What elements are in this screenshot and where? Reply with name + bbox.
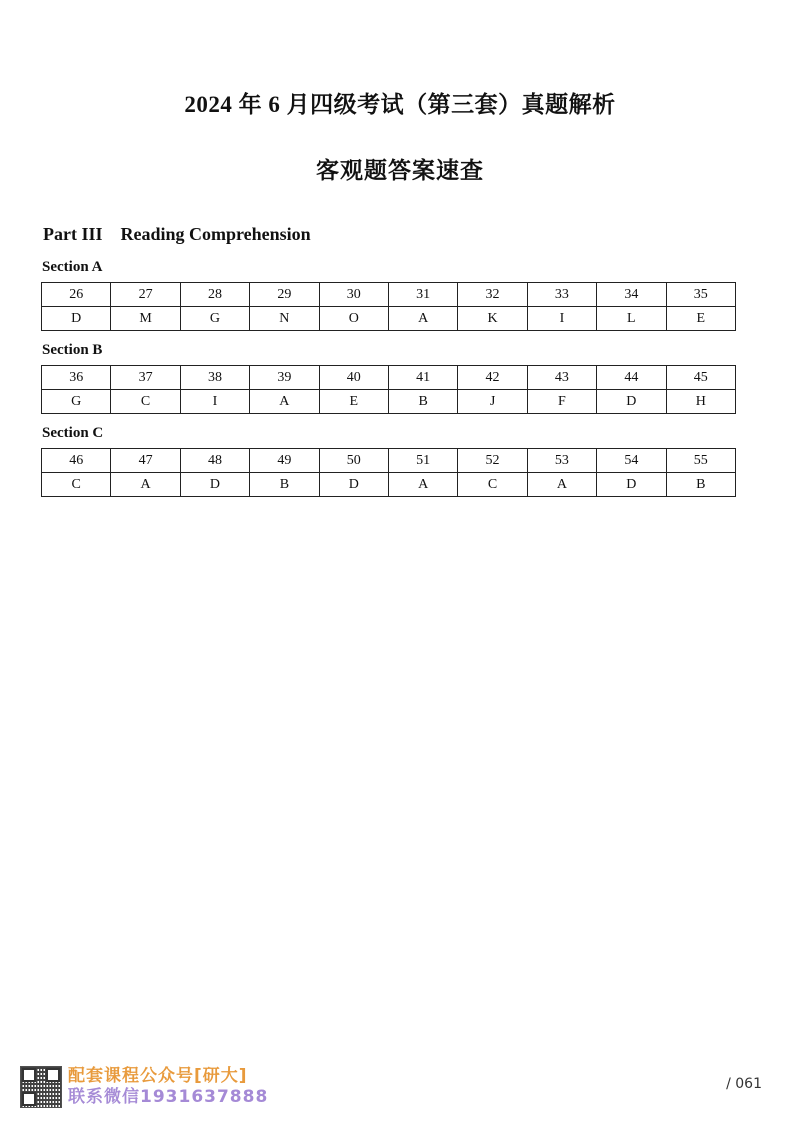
promo-line-2: 联系微信1931637888	[68, 1087, 269, 1107]
answer-cell: G	[42, 390, 111, 414]
answer-cell: D	[42, 307, 111, 331]
question-number: 51	[388, 449, 457, 473]
answer-cell: H	[666, 390, 735, 414]
answer-cell: D	[597, 390, 666, 414]
question-number: 36	[42, 366, 111, 390]
question-number: 48	[180, 449, 249, 473]
question-number: 52	[458, 449, 527, 473]
answer-cell: C	[458, 473, 527, 497]
answer-cell: G	[180, 307, 249, 331]
question-number: 37	[111, 366, 180, 390]
part-label: Part III	[43, 224, 103, 244]
answer-cell: L	[597, 307, 666, 331]
question-number: 49	[250, 449, 319, 473]
page-subtitle: 客观题答案速查	[316, 158, 484, 183]
question-number: 44	[597, 366, 666, 390]
question-number: 38	[180, 366, 249, 390]
question-number: 54	[597, 449, 666, 473]
answer-cell: F	[527, 390, 596, 414]
question-number: 26	[42, 283, 111, 307]
question-number: 43	[527, 366, 596, 390]
question-number: 30	[319, 283, 388, 307]
answer-cell: K	[458, 307, 527, 331]
question-number: 29	[250, 283, 319, 307]
answer-cell: A	[388, 473, 457, 497]
question-number: 55	[666, 449, 735, 473]
answer-row	[42, 390, 736, 414]
qr-code-icon[interactable]	[20, 1066, 62, 1108]
section-c-label: Section C	[42, 425, 104, 441]
part-name: Reading Comprehension	[120, 224, 311, 244]
answer-cell: D	[180, 473, 249, 497]
answer-cell: C	[42, 473, 111, 497]
question-number: 53	[527, 449, 596, 473]
answer-cell: M	[111, 307, 180, 331]
answer-cell: C	[111, 390, 180, 414]
page-number: / 061	[726, 1076, 762, 1092]
promo-line-1: 配套课程公众号[研大]	[68, 1066, 248, 1086]
section-a-label: Section A	[42, 259, 103, 275]
question-number: 28	[180, 283, 249, 307]
question-number: 35	[666, 283, 735, 307]
promo-text	[68, 1066, 268, 1108]
answer-row	[42, 307, 736, 331]
answer-cell: D	[597, 473, 666, 497]
answer-cell: A	[388, 307, 457, 331]
section-b-table	[41, 365, 736, 414]
section-b-label: Section B	[42, 342, 103, 358]
answer-cell: A	[111, 473, 180, 497]
answer-cell: I	[180, 390, 249, 414]
answer-cell: O	[319, 307, 388, 331]
question-number: 41	[388, 366, 457, 390]
answer-cell: D	[319, 473, 388, 497]
answer-cell: E	[319, 390, 388, 414]
question-number: 31	[388, 283, 457, 307]
question-number: 40	[319, 366, 388, 390]
question-number: 39	[250, 366, 319, 390]
question-number: 46	[42, 449, 111, 473]
answer-cell: J	[458, 390, 527, 414]
question-number: 42	[458, 366, 527, 390]
question-number: 34	[597, 283, 666, 307]
answer-row	[42, 473, 736, 497]
question-number: 27	[111, 283, 180, 307]
question-number: 47	[111, 449, 180, 473]
question-number: 33	[527, 283, 596, 307]
answer-cell: I	[527, 307, 596, 331]
answer-cell: N	[250, 307, 319, 331]
page-title: 2024 年 6 月四级考试（第三套）真题解析	[184, 92, 616, 117]
answer-cell: A	[527, 473, 596, 497]
answer-cell: B	[250, 473, 319, 497]
answer-cell: A	[250, 390, 319, 414]
part-heading	[43, 224, 311, 245]
section-a-table	[41, 282, 736, 331]
question-number: 32	[458, 283, 527, 307]
question-number: 50	[319, 449, 388, 473]
question-number-row	[42, 449, 736, 473]
answer-cell: E	[666, 307, 735, 331]
section-c-table	[41, 448, 736, 497]
question-number-row	[42, 283, 736, 307]
question-number-row	[42, 366, 736, 390]
answer-cell: B	[388, 390, 457, 414]
answer-cell: B	[666, 473, 735, 497]
promo-footer	[20, 1066, 268, 1108]
question-number: 45	[666, 366, 735, 390]
